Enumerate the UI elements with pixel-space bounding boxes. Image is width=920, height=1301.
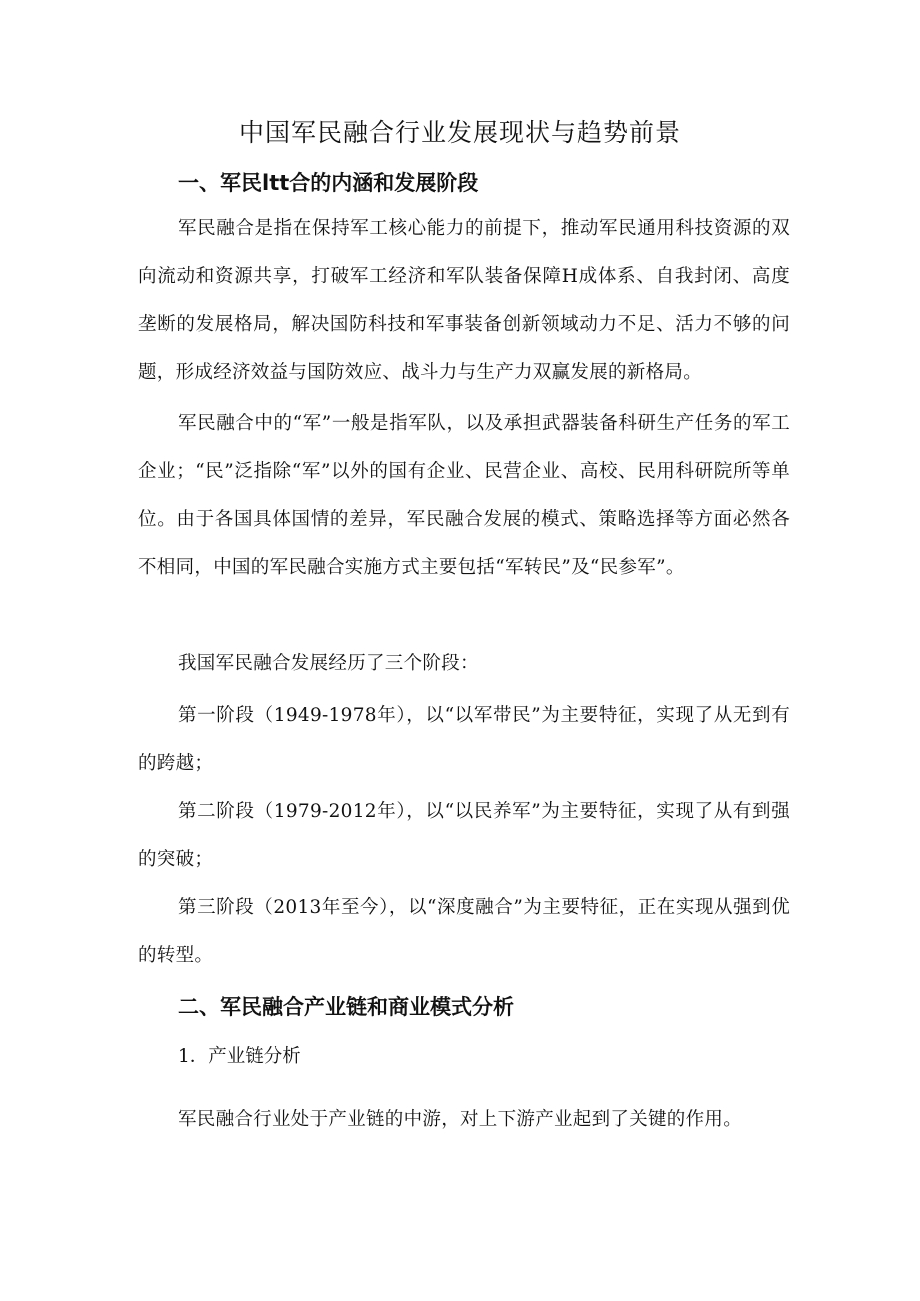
- section-heading-1: 一、军民ltt合的内涵和发展阶段: [178, 171, 479, 195]
- subheading-industry-chain: 1．产业链分析: [178, 1046, 301, 1067]
- paragraph-industry-chain: 军民融合行业处于产业链的中游，对上下游产业起到了关键的作用。: [178, 1109, 743, 1130]
- section-heading-2: 二、军民融合产业链和商业模式分析: [178, 995, 514, 1019]
- document-title: 中国军民融合行业发展现状与趋势前景: [238, 118, 681, 147]
- paragraph-stage-2: 第二阶段（1979-2012年），以“以民养军”为主要特征，实现了从有到强的突破；: [138, 801, 790, 870]
- paragraph-definition: 军民融合是指在保持军工核心能力的前提下，推动军民通用科技资源的双向流动和资源共享，打破军工经济和军队装备保障H成体系、自我封闭、高度垄断的发展格局，解决国防科技和军事装备创新领域动力不足、活力不够的问题，形成经济效益与国防效应、战斗力与生产力双赢发展的新格局。: [138, 218, 790, 383]
- paragraph-military-civil: 军民融合中的“军”一般是指军队，以及承担武器装备科研生产任务的军工企业；“民”泛指除“军”以外的国有企业、民营企业、高校、民用科研院所等单位。由于各国具体国情的差异，军民融合发展的模式、策略选择等方面必然各不相同，中国的军民融合实施方式主要包括“军转民”及“民参军”。: [138, 413, 790, 578]
- paragraph-stages-intro: 我国军民融合发展经历了三个阶段：: [178, 653, 479, 674]
- paragraph-stage-3: 第三阶段（2013年至今），以“深度融合”为主要特征，正在实现从强到优的转型。: [138, 897, 790, 966]
- paragraph-stage-1: 第一阶段（1949-1978年），以“以军带民”为主要特征，实现了从无到有的跨越；: [138, 705, 790, 774]
